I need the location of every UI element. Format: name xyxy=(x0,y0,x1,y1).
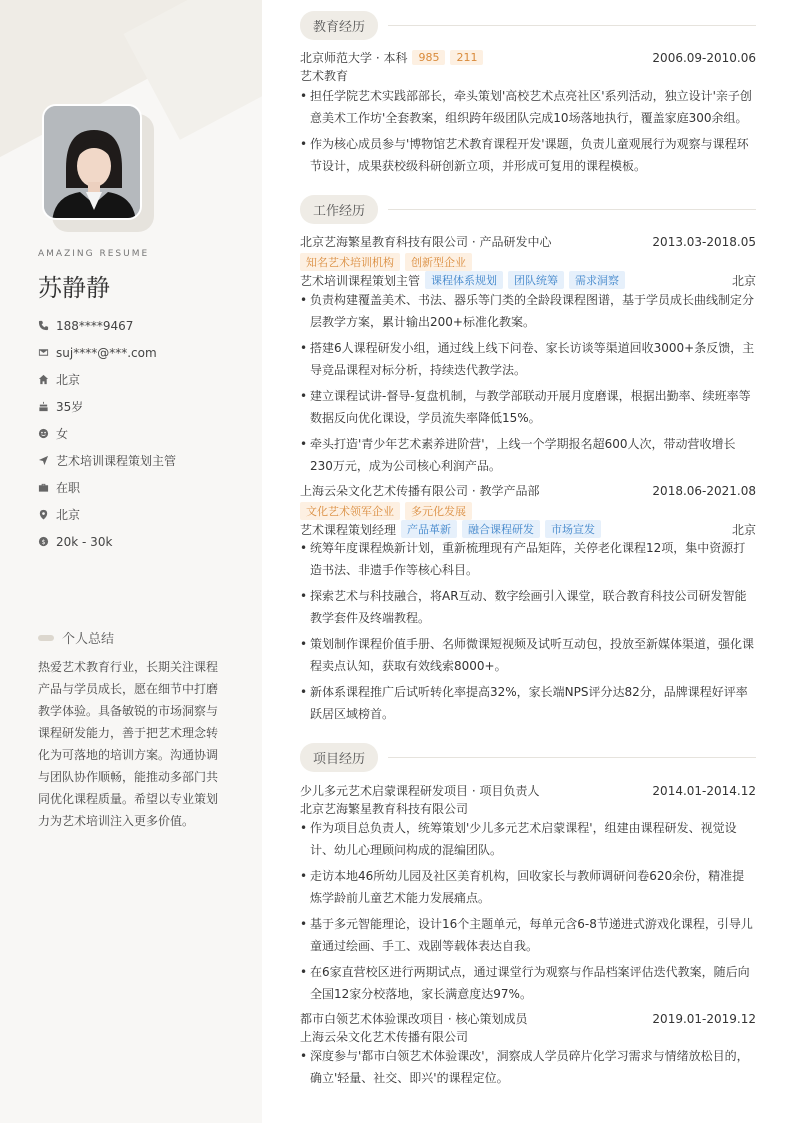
section-title: 工作经历 xyxy=(300,195,378,224)
phone-icon xyxy=(38,320,56,331)
info-desired-city: 北京 xyxy=(38,501,248,528)
education-major-row xyxy=(300,67,756,84)
project-org-row xyxy=(300,800,756,817)
role-tag: 市场宣发 xyxy=(545,520,601,538)
info-target-position: 艺术培训课程策划主管 xyxy=(38,447,248,474)
education-major: 艺术教育 xyxy=(300,69,349,83)
list-item: • 作为项目总负责人，统筹策划'少儿多元艺术启蒙课程'，组建由课程研发、视觉设计、幼儿心理顾问构成的混编团队。 xyxy=(300,817,756,861)
job-company: 北京艺海繁星教育科技有限公司 · 产品研发中心 xyxy=(300,235,552,249)
job-company-row xyxy=(300,482,756,499)
school-tag: 985 xyxy=(412,50,445,65)
info-age: 35岁 xyxy=(38,393,248,420)
section-divider xyxy=(388,757,756,758)
project-bullets xyxy=(300,817,756,1009)
list-item: • 基于多元智能理论，设计16个主题单元，每单元含6-8节递进式游戏化课程，引导儿童通过绘画、手工、戏剧等载体表达自我。 xyxy=(300,913,756,957)
job-role-row xyxy=(300,271,756,289)
project-org-row xyxy=(300,1028,756,1045)
info-status: 在职 xyxy=(38,474,248,501)
portrait-image xyxy=(44,106,142,220)
project-period: 2019.01-2019.12 xyxy=(652,1011,756,1026)
school-name: 北京师范大学 · 本科 xyxy=(300,51,408,65)
project-name-row xyxy=(300,1010,756,1027)
job-role-row xyxy=(300,520,756,538)
company-tag: 多元化发展 xyxy=(405,502,472,520)
project-period: 2014.01-2014.12 xyxy=(652,783,756,798)
job-city: 北京 xyxy=(731,522,756,537)
role-tag: 融合课程研发 xyxy=(462,520,540,538)
gender-icon xyxy=(38,428,56,439)
cake-icon xyxy=(38,401,56,412)
company-tag: 知名艺术培训机构 xyxy=(300,253,400,271)
job-role: 艺术培训课程策划主管 xyxy=(300,273,421,288)
candidate-name: 苏静静 xyxy=(38,274,110,302)
project-name-row xyxy=(300,782,756,799)
school-tag: 211 xyxy=(450,50,483,65)
info-gender: 女 xyxy=(38,420,248,447)
role-tag: 团队统筹 xyxy=(508,271,564,289)
job-company-row xyxy=(300,233,756,250)
summary-heading-bar xyxy=(38,635,54,641)
project-org: 北京艺海繁星教育科技有限公司 xyxy=(300,802,469,816)
list-item: • 牵头打造'青少年艺术素养进阶营'，上线一个学期报名超600人次，带动营收增长230万元，成为公司核心利润产品。 xyxy=(300,433,756,477)
job-period: 2013.03-2018.05 xyxy=(652,234,756,249)
summary-text: 热爱艺术教育行业，长期关注课程产品与学员成长，愿在细节中打磨教学体验。具备敏锐的市场洞察与课程研发能力，善于把艺术理念转化为可落地的培训方案。沟通协调与团队协作顺畅，能推动多部门共同优化课程质量。希望以专业策划力为艺术培训注入更多价值。 xyxy=(38,660,219,828)
job-company-tags xyxy=(300,502,756,520)
avatar-photo xyxy=(42,104,142,220)
location-icon xyxy=(38,509,56,520)
job-company: 上海云朵文化艺术传播有限公司 · 教学产品部 xyxy=(300,484,540,498)
briefcase-icon xyxy=(38,482,56,493)
role-tag: 需求洞察 xyxy=(569,271,625,289)
list-item: • 新体系课程推广后试听转化率提高32%，家长端NPS评分达82分，品牌课程好评率跃居区域榜首。 xyxy=(300,681,756,725)
job-period: 2018.06-2021.08 xyxy=(652,483,756,498)
mail-icon xyxy=(38,347,56,358)
list-item: • 在6家直营校区进行两期试点，通过课堂行为观察与作品档案评估迭代教案，随后向全国12家分校落地，家长满意度达97%。 xyxy=(300,961,756,1005)
section-divider xyxy=(388,209,756,210)
home-icon xyxy=(38,374,56,385)
project-org: 上海云朵文化艺术传播有限公司 xyxy=(300,1030,469,1044)
job-bullets xyxy=(300,537,756,729)
summary-heading: 个人总结 xyxy=(38,628,114,647)
salary-icon xyxy=(38,536,56,547)
role-tag: 产品革新 xyxy=(401,520,457,538)
list-item: • 统筹年度课程焕新计划，重新梳理现有产品矩阵，关停老化课程12项，集中资源打造书法、非遗手作等核心科目。 xyxy=(300,537,756,581)
section-divider xyxy=(388,25,756,26)
education-school-row xyxy=(300,49,756,66)
section-title: 项目经历 xyxy=(300,743,378,772)
info-email: suj****@***.com xyxy=(38,339,248,366)
education-section-header xyxy=(300,11,756,40)
job-company-tags xyxy=(300,253,756,271)
list-item: • 探索艺术与科技融合，将AR互动、数字绘画引入课堂，联合教育科技公司研发智能教学套件及终端教程。 xyxy=(300,585,756,629)
section-title: 教育经历 xyxy=(300,11,378,40)
info-city: 北京 xyxy=(38,366,248,393)
list-item: • 作为核心成员参与'博物馆艺术教育课程开发'课题，负责儿童观展行为观察与课程环节设计，成果获校级科研创新立项，并形成可复用的课程模板。 xyxy=(300,133,756,177)
list-item: • 建立课程试讲-督导-复盘机制，与教学部联动开展月度磨课，根据出勤率、续班率等数据反向优化课设，学员流失率降低15%。 xyxy=(300,385,756,429)
list-item: • 深度参与'都市白领艺术体验课改'，洞察成人学员碎片化学习需求与情绪放松目的，确立'轻量、社交、即兴'的课程定位。 xyxy=(300,1045,756,1089)
avatar xyxy=(42,104,142,220)
list-item: • 走访本地46所幼儿园及社区美育机构，回收家长与教师调研问卷620余份，精准提炼学龄前儿童艺术能力发展痛点。 xyxy=(300,865,756,909)
project-name: 都市白领艺术体验课改项目 · 核心策划成员 xyxy=(300,1012,528,1026)
info-phone: 188****9467 xyxy=(38,312,248,339)
list-item: • 担任学院艺术实践部部长，牵头策划'高校艺术点亮社区'系列活动，独立设计'亲子创意美术工作坊'全套教案，组织跨年级团队完成10场落地执行，覆盖家庭300余组。 xyxy=(300,85,756,129)
education-bullets xyxy=(300,85,756,181)
resume-tagline: AMAZING RESUME xyxy=(38,249,150,259)
send-icon xyxy=(38,455,56,466)
project-bullets xyxy=(300,1045,756,1093)
list-item: • 策划制作课程价值手册、名师微课短视频及试听互动包，投放至新媒体渠道，强化课程卖点认知，获取有效线索8000+。 xyxy=(300,633,756,677)
job-bullets xyxy=(300,289,756,481)
info-salary: $ 20k - 30k xyxy=(38,528,248,555)
education-period: 2006.09-2010.06 xyxy=(652,50,756,65)
role-tag: 课程体系规划 xyxy=(425,271,503,289)
company-tag: 创新型企业 xyxy=(405,253,472,271)
job-city: 北京 xyxy=(731,273,756,288)
sidebar xyxy=(0,0,262,1123)
contact-info-list xyxy=(38,312,248,555)
project-name: 少儿多元艺术启蒙课程研发项目 · 项目负责人 xyxy=(300,784,540,798)
job-role: 艺术课程策划经理 xyxy=(300,522,397,537)
work-section-header xyxy=(300,195,756,224)
list-item: • 负责构建覆盖美术、书法、器乐等门类的全龄段课程图谱，基于学员成长曲线制定分层教学方案，累计输出200+标准化教案。 xyxy=(300,289,756,333)
projects-section-header xyxy=(300,743,756,772)
company-tag: 文化艺术领军企业 xyxy=(300,502,400,520)
list-item: • 搭建6人课程研发小组，通过线上线下问卷、家长访谈等渠道回收3000+条反馈，主导竞品课程对标分析，持续迭代教学法。 xyxy=(300,337,756,381)
svg-text:$: $ xyxy=(41,537,46,546)
